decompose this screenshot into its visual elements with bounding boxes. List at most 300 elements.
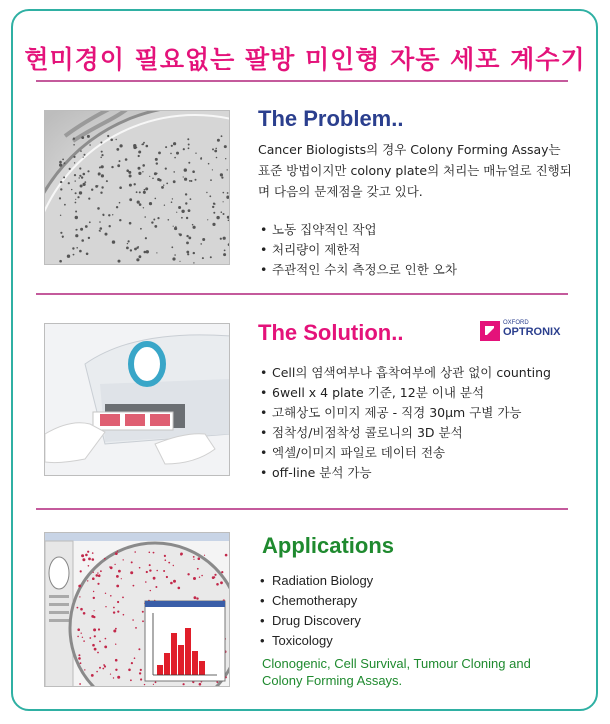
solution-heading: The Solution..: [258, 320, 404, 345]
application-item: • Drug Discovery: [258, 611, 373, 631]
counted-colony-dot: [110, 566, 113, 569]
logo-small-text: OXFORD: [503, 320, 529, 326]
colony-dot: [152, 178, 154, 180]
counted-colony-dot: [118, 570, 121, 573]
colony-dot: [145, 187, 148, 190]
counted-colony-dot: [135, 627, 137, 629]
colony-dot: [83, 157, 84, 158]
colony-dot: [187, 253, 189, 255]
colony-dot: [181, 210, 184, 213]
colony-dot: [181, 217, 183, 219]
colony-dot: [188, 144, 190, 146]
colony-dot: [192, 170, 195, 173]
colony-dot: [129, 175, 132, 178]
colony-dot: [157, 178, 160, 181]
colony-dot: [179, 233, 182, 236]
colony-dot: [112, 240, 115, 243]
colony-dot: [75, 180, 76, 181]
colony-dot: [59, 197, 61, 199]
counted-colony-dot: [153, 684, 154, 685]
colony-dot: [129, 198, 132, 201]
colony-dot: [79, 175, 81, 177]
colony-dot: [154, 225, 157, 228]
colony-dot: [188, 237, 191, 240]
colony-dot: [138, 151, 141, 154]
colony-dot: [149, 176, 150, 177]
colony-dot: [223, 201, 224, 202]
colony-dot: [79, 167, 81, 169]
counted-colony-dot: [88, 558, 91, 561]
counted-colony-dot: [131, 662, 133, 664]
counted-colony-dot: [98, 575, 101, 578]
colony-dot: [100, 157, 102, 159]
colony-dot: [119, 160, 121, 162]
colony-dot: [60, 215, 61, 216]
counted-colony-dot: [97, 652, 99, 654]
colony-dot: [133, 144, 136, 147]
colony-dot: [119, 202, 121, 204]
colony-dot: [80, 228, 83, 231]
colony-dot: [130, 249, 132, 251]
colony-dot: [223, 192, 225, 194]
colony-dot: [184, 168, 187, 171]
colony-dot: [134, 248, 137, 251]
colony-dot: [173, 171, 175, 173]
colony-dot: [223, 213, 225, 215]
colony-dot: [210, 179, 212, 181]
colony-dot: [101, 186, 103, 188]
colony-dot: [89, 144, 91, 146]
counted-colony-dot: [144, 684, 145, 685]
counted-colony-dot: [78, 585, 81, 588]
colony-dot: [86, 253, 89, 256]
counted-colony-dot: [78, 654, 80, 656]
colony-dot: [228, 220, 230, 222]
colony-dot: [156, 162, 158, 164]
counted-colony-dot: [94, 635, 96, 637]
counted-colony-dot: [134, 551, 136, 553]
colony-dot: [174, 157, 176, 159]
colony-dot: [168, 219, 170, 221]
counted-colony-dot: [150, 590, 151, 591]
colony-dot: [138, 172, 141, 175]
colony-dot: [80, 150, 82, 152]
colony-plate-photo: [44, 110, 230, 265]
counted-colony-dot: [85, 554, 88, 557]
counted-colony-dot: [113, 607, 115, 609]
counted-colony-dot: [92, 552, 94, 554]
colony-dot: [59, 260, 62, 263]
colony-dot: [202, 257, 204, 259]
colony-dot: [99, 167, 101, 169]
colony-dot: [89, 221, 91, 223]
colony-dot: [212, 169, 213, 170]
counted-colony-dot: [91, 674, 94, 677]
colony-dot: [119, 186, 122, 189]
colony-dot: [202, 238, 205, 241]
counted-colony-dot: [113, 677, 114, 678]
colony-dot: [75, 199, 76, 200]
colony-dot: [223, 253, 226, 256]
colony-dot: [185, 193, 187, 195]
counted-colony-dot: [115, 659, 118, 662]
colony-dot: [119, 219, 121, 221]
colony-dot: [112, 214, 113, 215]
colony-dot: [139, 203, 142, 206]
colony-dot: [73, 254, 75, 256]
counted-colony-dot: [115, 552, 118, 555]
counted-colony-dot: [128, 669, 131, 672]
counted-colony-dot: [123, 559, 124, 560]
counted-colony-dot: [93, 597, 95, 599]
colony-dot: [170, 153, 172, 155]
colony-dot: [75, 216, 78, 219]
colony-dot: [183, 148, 185, 150]
colony-dot: [144, 189, 146, 191]
colony-dot: [186, 251, 189, 254]
counted-colony-dot: [117, 611, 119, 613]
colony-dot: [71, 189, 72, 190]
colony-dot: [127, 243, 128, 244]
colony-dot: [185, 202, 187, 204]
colony-dot: [100, 192, 102, 194]
colony-dot: [64, 162, 66, 164]
colony-dot: [97, 185, 98, 186]
colony-dot: [76, 247, 78, 249]
colony-dot: [111, 166, 113, 168]
colony-dot: [141, 144, 142, 145]
colony-dot: [200, 243, 202, 245]
colony-dot: [151, 221, 153, 223]
colony-dot: [217, 139, 220, 142]
colony-dot: [221, 135, 223, 137]
counted-colony-dot: [104, 558, 106, 560]
colony-dot: [171, 201, 173, 203]
colony-dot: [60, 181, 62, 183]
counted-colony-dot: [97, 572, 98, 573]
counted-colony-dot: [121, 578, 122, 579]
colony-dot: [164, 205, 165, 206]
counted-colony-dot: [105, 593, 106, 594]
colony-dot: [212, 206, 214, 208]
counted-colony-dot: [113, 611, 115, 613]
colony-dot: [62, 237, 63, 238]
colony-dot: [91, 189, 93, 191]
counted-colony-dot: [193, 559, 194, 560]
colony-dot: [79, 191, 82, 194]
colony-dot: [143, 192, 145, 194]
colony-dot: [184, 178, 187, 181]
colony-dot: [212, 148, 214, 150]
counted-colony-dot: [83, 640, 85, 642]
counted-colony-dot: [198, 557, 201, 560]
colony-dot: [59, 164, 62, 167]
colony-dot: [145, 237, 147, 239]
counted-colony-dot: [80, 662, 82, 664]
counted-colony-dot: [199, 577, 200, 578]
counted-colony-dot: [92, 577, 95, 580]
counted-colony-dot: [140, 678, 142, 680]
application-item: • Chemotherapy: [258, 591, 373, 611]
counted-colony-dot: [117, 601, 119, 603]
colony-dot: [116, 139, 117, 140]
colony-dot: [216, 157, 218, 159]
colony-dot: [146, 145, 149, 148]
problem-heading: The Problem..: [258, 106, 404, 131]
counted-colony-dot: [123, 614, 125, 616]
solution-item: • Cell의 염색여부나 흡착여부에 상관 없이 counting: [258, 363, 551, 383]
colony-dot: [172, 198, 173, 199]
solution-item: • off-line 분석 가능: [258, 463, 551, 483]
counted-colony-dot: [133, 585, 135, 587]
colony-dot: [188, 162, 190, 164]
counted-colony-dot: [193, 681, 195, 683]
counted-colony-dot: [225, 554, 228, 557]
software-screenshot: [44, 532, 230, 687]
counted-colony-dot: [115, 644, 116, 645]
colony-dot: [171, 246, 173, 248]
colony-dot: [183, 176, 184, 177]
colony-dot: [81, 239, 84, 242]
counted-colony-dot: [122, 597, 124, 599]
colony-dot: [81, 136, 84, 139]
counted-colony-dot: [110, 674, 111, 675]
logo-brand-text: OPTRONIX: [503, 326, 561, 338]
colony-dot: [69, 168, 71, 170]
counted-colony-dot: [94, 648, 97, 651]
colony-dot: [224, 145, 227, 148]
counted-colony-dot: [83, 612, 86, 615]
colony-dot: [76, 229, 78, 231]
counted-colony-dot: [79, 683, 81, 685]
colony-dot: [226, 196, 229, 199]
counted-colony-dot: [87, 580, 88, 581]
counted-colony-dot: [102, 668, 104, 670]
solution-item: • 6well x 4 plate 기준, 12분 이내 분석: [258, 383, 551, 403]
colony-dot: [101, 165, 104, 168]
solution-item: • 점착성/비점착성 콜로니의 3D 분석: [258, 423, 551, 443]
colony-dot: [109, 225, 111, 227]
colony-counter-instrument-image: [45, 324, 230, 476]
counted-colony-dot: [220, 581, 223, 584]
colony-dot: [195, 179, 197, 181]
colony-dot: [186, 217, 188, 219]
counted-colony-dot: [197, 568, 199, 570]
colony-dot: [210, 256, 212, 258]
colony-dot: [79, 177, 80, 178]
counted-colony-dot: [105, 606, 106, 607]
colony-dot: [223, 237, 226, 240]
colony-dot: [103, 215, 105, 217]
colony-dot: [163, 185, 164, 186]
colony-dot: [176, 212, 177, 213]
colony-dot: [195, 153, 196, 154]
counted-colony-dot: [153, 552, 155, 554]
colony-dot: [165, 168, 167, 170]
counted-colony-dot: [199, 683, 202, 686]
colony-dot: [157, 217, 159, 219]
counted-colony-dot: [78, 657, 81, 660]
counted-colony-dot: [97, 583, 99, 585]
counted-colony-dot: [96, 574, 99, 577]
counted-colony-dot: [93, 616, 95, 618]
colony-dot: [75, 192, 77, 194]
colony-dot: [62, 159, 64, 161]
colony-dot: [81, 176, 83, 178]
counted-colony-dot: [178, 587, 181, 590]
colony-dot: [174, 254, 176, 256]
counted-colony-dot: [105, 638, 107, 640]
oxford-optronix-logo: [480, 320, 575, 342]
colony-plate-image: [45, 111, 230, 265]
colony-dot: [74, 174, 76, 176]
counted-colony-dot: [80, 570, 82, 572]
colony-dot: [214, 203, 216, 205]
counted-colony-dot: [117, 676, 120, 679]
counted-colony-dot: [146, 571, 148, 573]
counted-colony-dot: [79, 596, 80, 597]
colony-dot: [206, 192, 207, 193]
counted-colony-dot: [99, 667, 101, 669]
colony-dot: [186, 235, 188, 237]
colony-dot: [80, 185, 83, 188]
divider-middle: [36, 293, 568, 295]
counted-colony-dot: [88, 565, 90, 567]
applications-note: Clonogenic, Cell Survival, Tumour Cloning and Colony Forming Assays.: [262, 656, 531, 688]
colony-dot: [146, 250, 149, 253]
colony-dot: [75, 234, 78, 237]
colony-dot: [75, 211, 77, 213]
colony-dot: [116, 148, 119, 151]
counted-colony-dot: [165, 559, 167, 561]
solution-item: • 고해상도 이미지 제공 - 직경 30µm 구별 가능: [258, 403, 551, 423]
colony-dot: [142, 164, 145, 167]
colony-dot: [193, 252, 195, 254]
counted-colony-dot: [84, 669, 85, 670]
colony-dot: [138, 167, 141, 170]
counted-colony-dot: [156, 570, 158, 572]
colony-dot: [165, 146, 167, 148]
counted-colony-dot: [214, 576, 216, 578]
colony-dot: [186, 242, 189, 245]
colony-dot: [77, 196, 79, 198]
colony-dot: [98, 174, 100, 176]
colony-dot: [166, 183, 168, 185]
colony-dot: [79, 250, 82, 253]
problem-list: [258, 220, 457, 280]
colony-dot: [100, 142, 102, 144]
colony-dot: [84, 181, 86, 183]
counted-colony-dot: [166, 576, 168, 578]
colony-dot: [139, 191, 141, 193]
counted-colony-dot: [87, 551, 89, 553]
problem-item: • 노동 집약적인 작업: [258, 220, 457, 240]
counted-colony-dot: [149, 569, 151, 571]
counted-colony-dot: [117, 551, 118, 552]
colony-dot: [68, 182, 70, 184]
counted-colony-dot: [149, 564, 151, 566]
counted-colony-dot: [80, 608, 83, 611]
colony-dot: [156, 173, 158, 175]
colony-dot: [153, 219, 155, 221]
colony-dot: [207, 219, 208, 220]
colony-dot: [88, 237, 90, 239]
counted-colony-dot: [193, 556, 195, 558]
counted-colony-dot: [98, 628, 100, 630]
colony-dot: [83, 183, 86, 186]
colony-dot: [187, 138, 189, 140]
colony-dot: [221, 177, 223, 179]
colony-dot: [107, 135, 109, 137]
counted-colony-dot: [168, 562, 170, 564]
colony-dot: [73, 138, 75, 140]
colony-dot: [73, 156, 75, 158]
colony-dot: [173, 180, 176, 183]
counted-colony-dot: [155, 681, 157, 683]
counted-colony-dot: [104, 665, 106, 667]
colony-dot: [229, 137, 230, 138]
colony-dot: [172, 257, 175, 260]
colony-dot: [67, 255, 70, 258]
colony-dot: [59, 161, 62, 164]
colony-dot: [64, 204, 66, 206]
colony-dot: [208, 163, 210, 165]
counted-colony-dot: [81, 554, 84, 557]
colony-dot: [178, 206, 181, 209]
counted-colony-dot: [113, 630, 116, 633]
counted-colony-dot: [92, 558, 95, 561]
colony-dot: [227, 192, 229, 194]
counted-colony-dot: [155, 586, 157, 588]
counted-colony-dot: [139, 672, 141, 674]
counted-colony-dot: [81, 633, 82, 634]
colony-dot: [116, 206, 118, 208]
counted-colony-dot: [77, 636, 79, 638]
colony-dot: [225, 158, 226, 159]
colony-dot: [108, 214, 110, 216]
colony-dot: [200, 158, 202, 160]
colony-dot: [136, 258, 139, 261]
counted-colony-dot: [116, 585, 119, 588]
counted-colony-dot: [115, 669, 117, 671]
counted-colony-dot: [130, 571, 133, 574]
colony-dot: [101, 174, 104, 177]
colony-dot: [158, 152, 161, 155]
colony-dot: [110, 139, 113, 142]
colony-dot: [106, 180, 108, 182]
colony-dot: [174, 227, 177, 230]
counted-colony-dot: [193, 577, 196, 580]
counted-colony-dot: [82, 637, 83, 638]
counted-colony-dot: [221, 571, 223, 573]
counted-colony-dot: [92, 644, 95, 647]
counted-colony-dot: [132, 619, 134, 621]
counted-colony-dot: [140, 669, 142, 671]
application-item: • Toxicology: [258, 631, 373, 651]
colony-dot: [60, 188, 62, 190]
colony-dot: [227, 216, 230, 219]
counted-colony-dot: [142, 620, 144, 622]
colony-dot: [176, 152, 179, 155]
colony-dot: [188, 147, 190, 149]
colony-dot: [143, 207, 144, 208]
counted-colony-dot: [145, 581, 147, 583]
colony-dot: [105, 233, 108, 236]
colony-dot: [74, 162, 75, 163]
counted-colony-dot: [170, 582, 173, 585]
counted-colony-dot: [116, 575, 119, 578]
counted-colony-dot: [204, 555, 205, 556]
